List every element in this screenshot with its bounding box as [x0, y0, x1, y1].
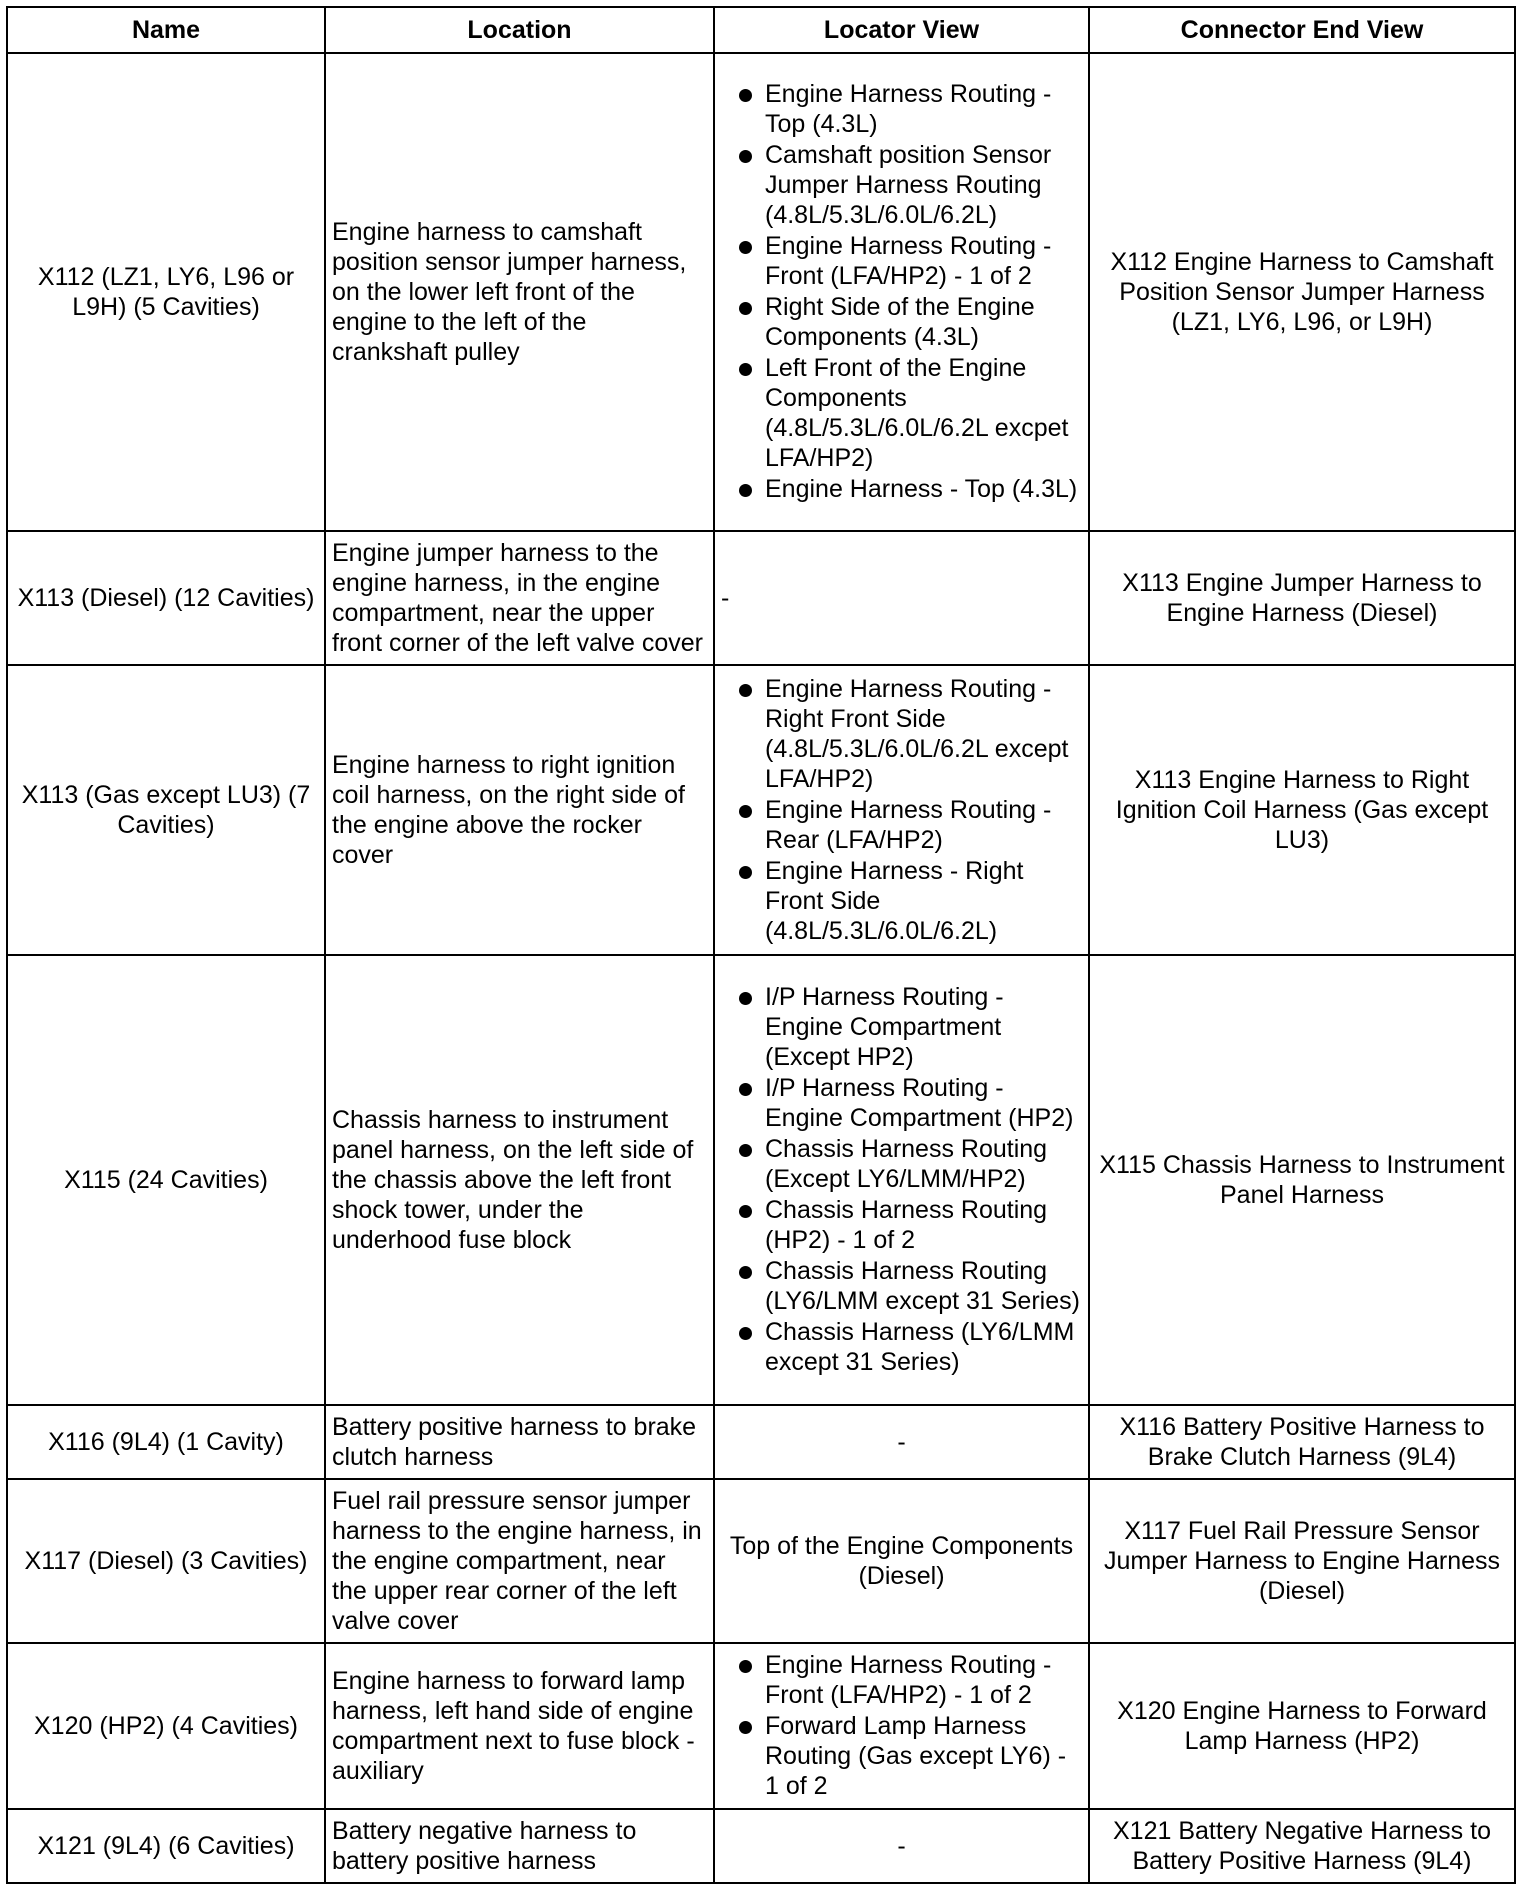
connector-location: Battery negative harness to battery positive harness — [325, 1809, 714, 1883]
connector-end-view[interactable]: X113 Engine Jumper Harness to Engine Harness (Diesel) — [1089, 531, 1515, 665]
header-location: Location — [325, 7, 714, 53]
connector-name: X117 (Diesel) (3 Cavities) — [7, 1479, 325, 1643]
connector-name: X116 (9L4) (1 Cavity) — [7, 1405, 325, 1479]
bullet-icon — [739, 866, 752, 879]
connector-end-view[interactable]: X115 Chassis Harness to Instrument Panel Harness — [1089, 955, 1515, 1405]
header-row — [7, 7, 1515, 53]
locator-view-item[interactable]: Engine Harness - Right Front Side (4.8L/5.3L/6.0L/6.2L) — [721, 856, 1082, 946]
connector-end-view[interactable]: X121 Battery Negative Harness to Battery Positive Harness (9L4) — [1089, 1809, 1515, 1883]
connector-name: X120 (HP2) (4 Cavities) — [7, 1643, 325, 1809]
locator-view-item[interactable]: I/P Harness Routing - Engine Compartment (HP2) — [721, 1073, 1082, 1133]
locator-view — [714, 53, 1089, 531]
bullet-icon — [739, 1144, 752, 1157]
table-row — [7, 531, 1515, 665]
locator-view-item[interactable]: Engine Harness Routing - Top (4.3L) — [721, 79, 1082, 139]
bullet-icon — [739, 1266, 752, 1279]
locator-view: - — [714, 1809, 1089, 1883]
locator-view-item[interactable]: Engine Harness - Top (4.3L) — [721, 474, 1082, 504]
bullet-icon — [739, 1660, 752, 1673]
bullet-icon — [739, 302, 752, 315]
connector-location: Engine harness to forward lamp harness, left hand side of engine compartment next to fuse block - auxiliary — [325, 1643, 714, 1809]
table-row — [7, 955, 1515, 1405]
connector-end-view[interactable]: X112 Engine Harness to Camshaft Position Sensor Jumper Harness (LZ1, LY6, L96, or L9H) — [1089, 53, 1515, 531]
bullet-icon — [739, 992, 752, 1005]
locator-view-item[interactable]: Chassis Harness Routing (HP2) - 1 of 2 — [721, 1195, 1082, 1255]
table-row — [7, 1405, 1515, 1479]
connector-end-view[interactable]: X117 Fuel Rail Pressure Sensor Jumper Harness to Engine Harness (Diesel) — [1089, 1479, 1515, 1643]
table-row — [7, 665, 1515, 955]
connector-table — [6, 6, 1516, 1884]
locator-view-item[interactable]: Left Front of the Engine Components (4.8L/5.3L/6.0L/6.2L excpet LFA/HP2) — [721, 353, 1082, 473]
bullet-icon — [739, 150, 752, 163]
locator-view — [714, 665, 1089, 955]
connector-end-view[interactable]: X116 Battery Positive Harness to Brake Clutch Harness (9L4) — [1089, 1405, 1515, 1479]
locator-view-item[interactable]: Engine Harness Routing - Rear (LFA/HP2) — [721, 795, 1082, 855]
bullet-icon — [739, 805, 752, 818]
locator-view-item[interactable]: Engine Harness Routing - Right Front Side (4.8L/5.3L/6.0L/6.2L except LFA/HP2) — [721, 674, 1082, 794]
locator-view-list — [721, 1650, 1082, 1801]
header-connector-end-view: Connector End View — [1089, 7, 1515, 53]
locator-view[interactable]: Top of the Engine Components (Diesel) — [714, 1479, 1089, 1643]
header-locator-view: Locator View — [714, 7, 1089, 53]
connector-name: X113 (Gas except LU3) (7 Cavities) — [7, 665, 325, 955]
bullet-icon — [739, 363, 752, 376]
locator-view — [714, 1643, 1089, 1809]
table-row — [7, 1809, 1515, 1883]
locator-view: - — [714, 531, 1089, 665]
connector-location: Engine harness to right ignition coil harness, on the right side of the engine above the rocker cover — [325, 665, 714, 955]
connector-end-view[interactable]: X120 Engine Harness to Forward Lamp Harness (HP2) — [1089, 1643, 1515, 1809]
locator-view: - — [714, 1405, 1089, 1479]
locator-view-item[interactable]: Forward Lamp Harness Routing (Gas except LY6) - 1 of 2 — [721, 1711, 1082, 1801]
bullet-icon — [739, 1083, 752, 1096]
table-row — [7, 1479, 1515, 1643]
bullet-icon — [739, 684, 752, 697]
connector-location: Fuel rail pressure sensor jumper harness to the engine harness, in the engine compartment, near the upper rear corner of the left valve cover — [325, 1479, 714, 1643]
connector-location: Engine jumper harness to the engine harness, in the engine compartment, near the upper front corner of the left valve cover — [325, 531, 714, 665]
bullet-icon — [739, 241, 752, 254]
bullet-icon — [739, 1721, 752, 1734]
bullet-icon — [739, 1205, 752, 1218]
connector-name: X115 (24 Cavities) — [7, 955, 325, 1405]
connector-name: X113 (Diesel) (12 Cavities) — [7, 531, 325, 665]
bullet-icon — [739, 89, 752, 102]
connector-end-view[interactable]: X113 Engine Harness to Right Ignition Coil Harness (Gas except LU3) — [1089, 665, 1515, 955]
locator-view — [714, 955, 1089, 1405]
locator-view-item[interactable]: Chassis Harness (LY6/LMM except 31 Series) — [721, 1317, 1082, 1377]
table-row — [7, 53, 1515, 531]
locator-view-list — [721, 79, 1082, 504]
locator-view-item[interactable]: Chassis Harness Routing (LY6/LMM except 31 Series) — [721, 1256, 1082, 1316]
locator-view-item[interactable]: Right Side of the Engine Components (4.3L) — [721, 292, 1082, 352]
locator-view-list — [721, 674, 1082, 946]
table-row — [7, 1643, 1515, 1809]
bullet-icon — [739, 484, 752, 497]
connector-name: X121 (9L4) (6 Cavities) — [7, 1809, 325, 1883]
connector-location: Engine harness to camshaft position sensor jumper harness, on the lower left front of the engine to the left of the crankshaft pulley — [325, 53, 714, 531]
locator-view-item[interactable]: Engine Harness Routing - Front (LFA/HP2) - 1 of 2 — [721, 231, 1082, 291]
connector-location: Chassis harness to instrument panel harness, on the left side of the chassis above the left front shock tower, under the underhood fuse block — [325, 955, 714, 1405]
connector-location: Battery positive harness to brake clutch harness — [325, 1405, 714, 1479]
header-name: Name — [7, 7, 325, 53]
connector-name: X112 (LZ1, LY6, L96 or L9H) (5 Cavities) — [7, 53, 325, 531]
locator-view-item[interactable]: I/P Harness Routing - Engine Compartment (Except HP2) — [721, 982, 1082, 1072]
locator-view-item[interactable]: Chassis Harness Routing (Except LY6/LMM/HP2) — [721, 1134, 1082, 1194]
locator-view-item[interactable]: Camshaft position Sensor Jumper Harness Routing (4.8L/5.3L/6.0L/6.2L) — [721, 140, 1082, 230]
locator-view-list — [721, 982, 1082, 1377]
bullet-icon — [739, 1327, 752, 1340]
locator-view-item[interactable]: Engine Harness Routing - Front (LFA/HP2) - 1 of 2 — [721, 1650, 1082, 1710]
